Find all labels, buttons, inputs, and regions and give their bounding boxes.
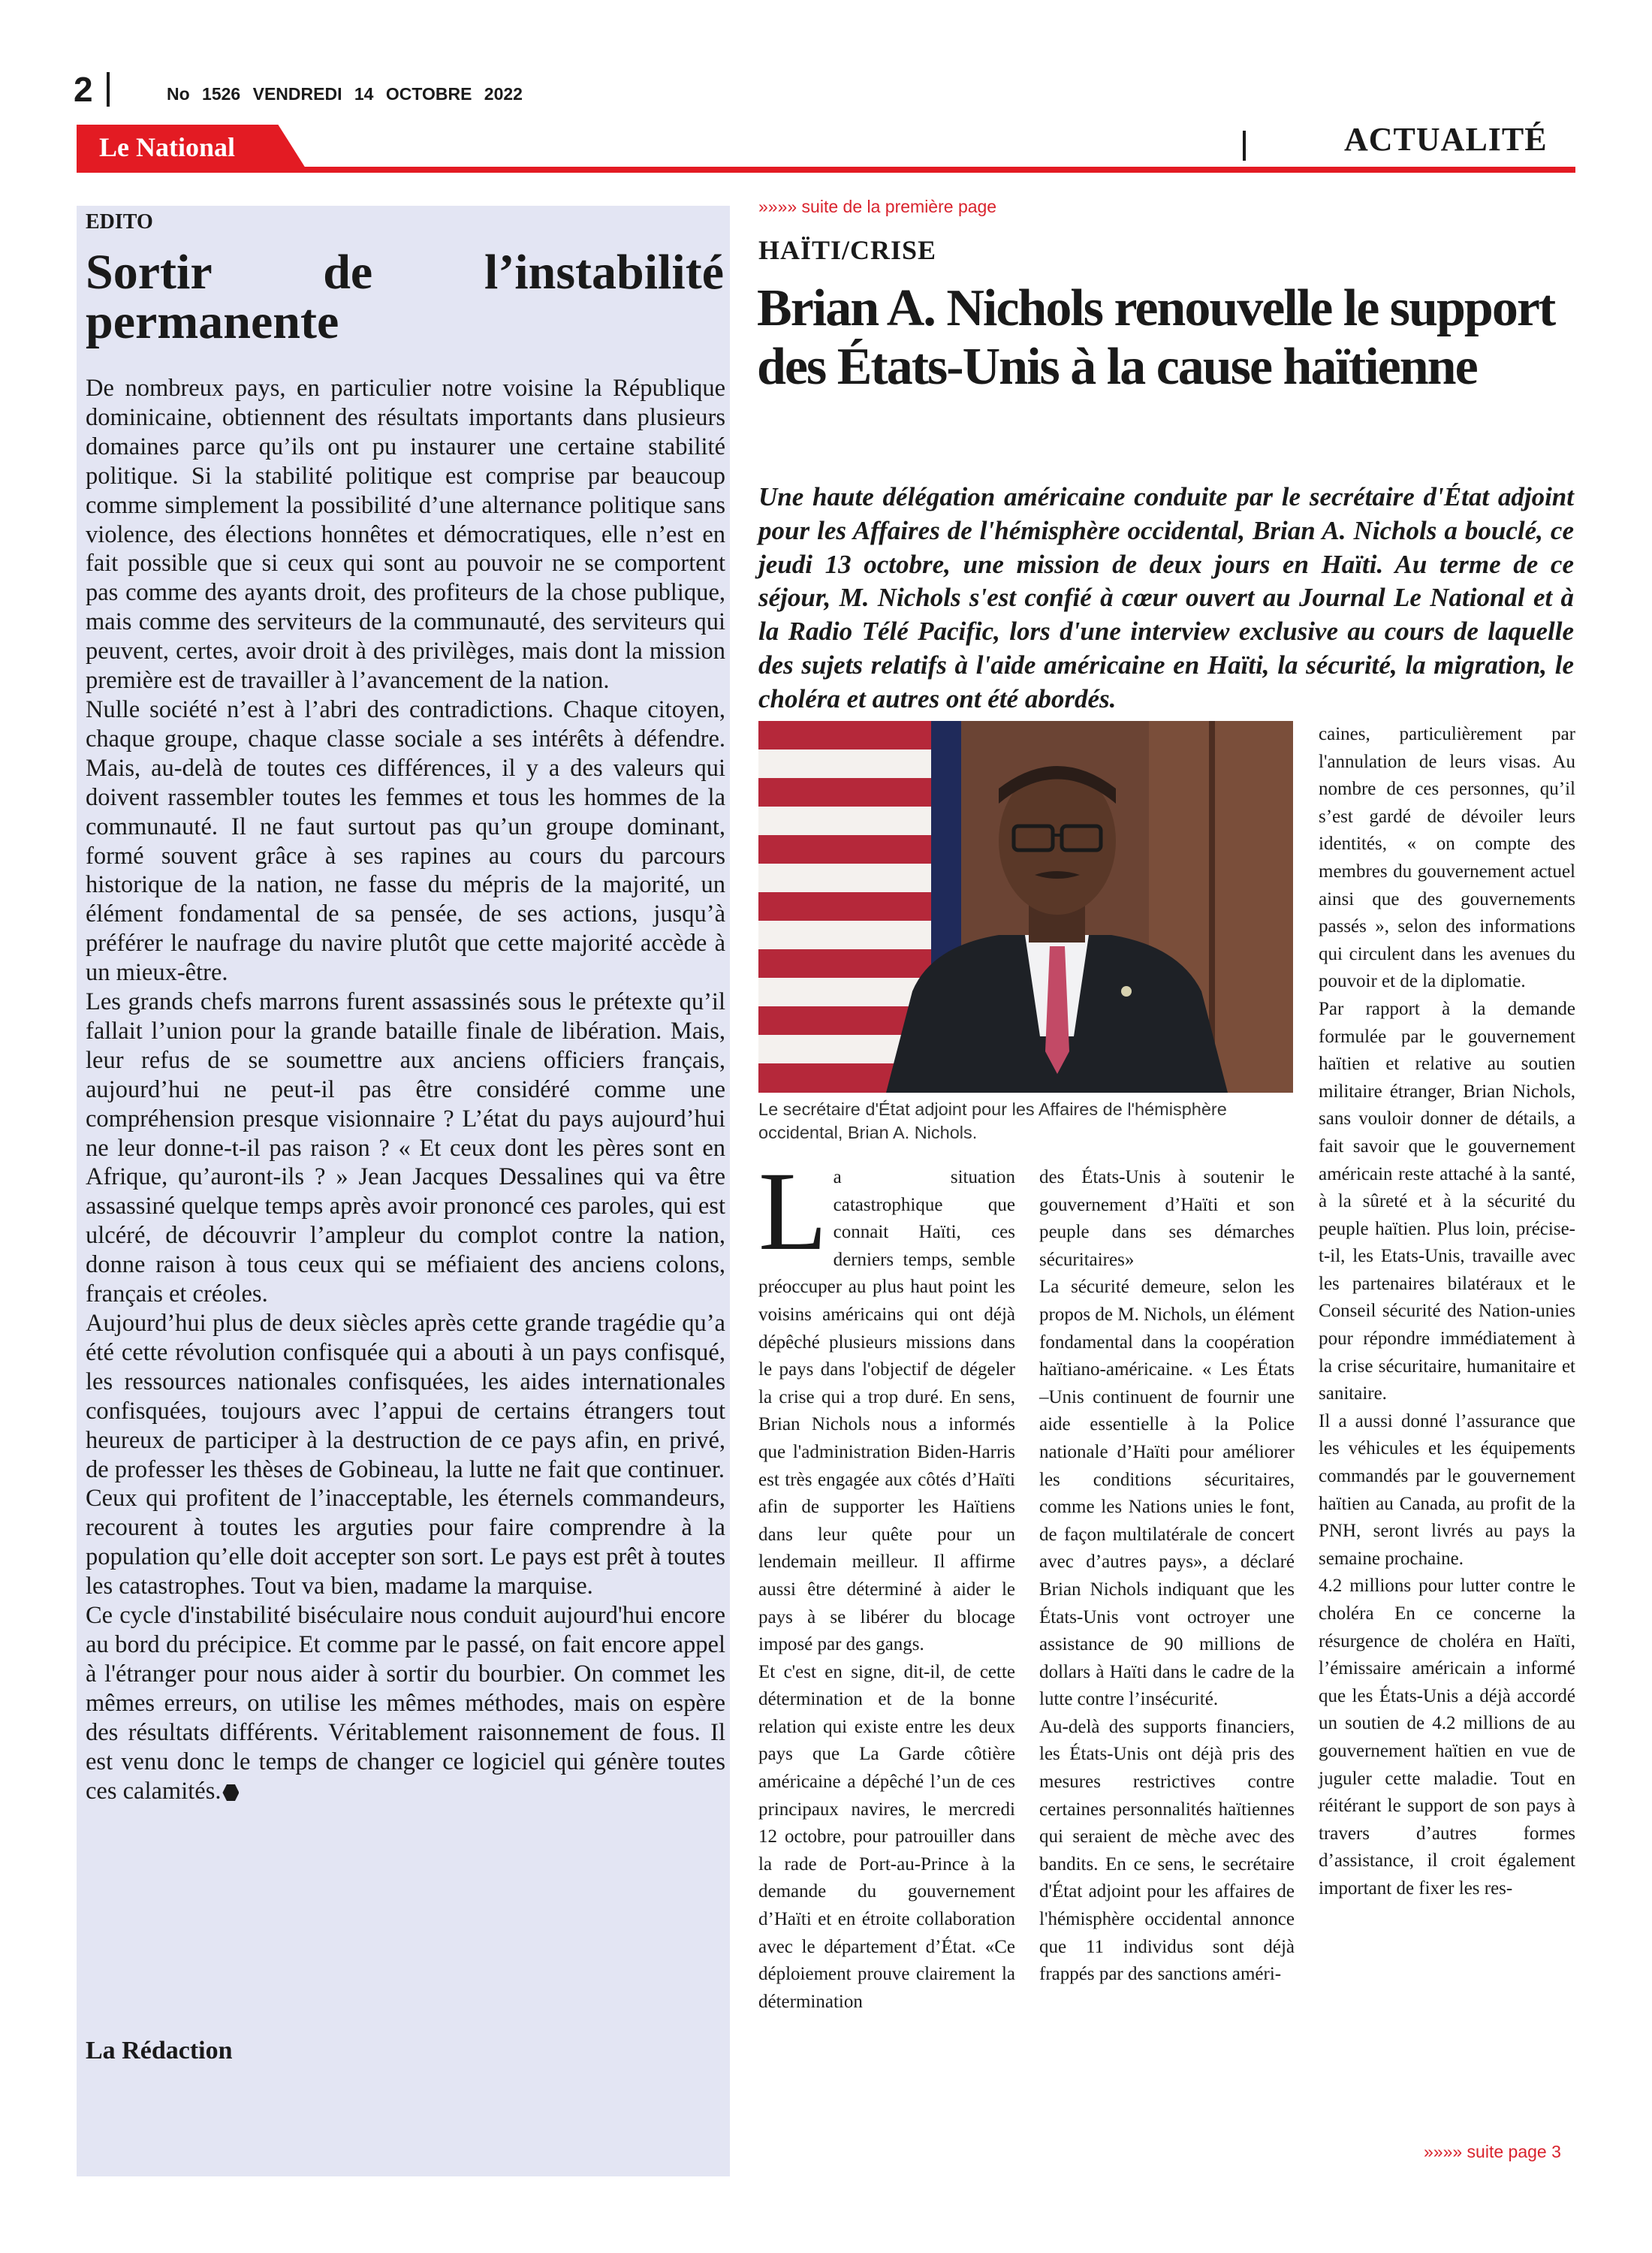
page-number-divider <box>107 72 110 107</box>
edito-signature: La Rédaction <box>86 2037 233 2064</box>
article-paragraph: Au-delà des supports financiers, les États-Unis ont déjà pris des mesures restrictives contre certaines personnalités haïtiennes qui seraient de mèche avec des bandits. En ce sens, le secrétaire d'État adjoint pour les affaires de l'hémisphère occidental annonce que 11 individus sont déjà frappés par des sanctions améri- <box>1039 1716 1295 1985</box>
edito-paragraph: Ceux qui profitent de l’inacceptable, les éternels commandeurs, recourent à toutes les arguties pour faire comprendre à la population qu’elle doit accepter son sort. Le pays est prêt à toutes les catastrophes. Tout va bien, madame la marquise. <box>86 1485 725 1600</box>
section-divider <box>1243 131 1246 161</box>
edito-paragraph-text: Ce cycle d'instabilité biséculaire nous conduit aujourd'hui encore au bord du précipice. Et comme par le passé, on fait encore appel à l'étranger pour nous aider à sortir du bourbier. On commet les mêmes erreurs, on utilise les mêmes méthodes, mais on espère des résultats différents. Véritablement raisonnement de fous. Il est venu donc le temps de changer ce logiciel qui génère toutes ces calamités. <box>86 1602 725 1805</box>
article-paragraph: La sécurité demeure, selon les propos de M. Nichols, un élément fondamental dans la coopération haïtiano-américaine. « Les États –Unis continuent de fournir une aide essentielle à la Police nationale d’Haïti pour améliorer les conditions sécuritaires, comme les Nations unies le font, de façon multilatérale de concert avec d’autres pays», a déclaré Brian Nichols indiquant que les États-Unis vont octroyer une assistance de 90 millions de dollars à Haïti dans le cadre de la lutte contre l’insécurité. <box>1039 1277 1295 1710</box>
article-column-2 <box>1039 1164 1295 1989</box>
article-paragraph-text: a situation catastrophique que connait Haïti, ces derniers temps, semble préoccuper au plus haut point les voisins américains qui ont déjà dépêché plusieurs missions dans le pays dans l'objectif de dégeler la crise qui a trop duré. En sens, Brian Nichols nous a informés que l'administration Biden-Harris est très engagée aux côtés d’Haïti afin de supporter les Haïtiens dans leur quête pour un lendemain meilleur. Il affirme aussi être déterminé à aider le pays à se libérer du blocage imposé par des gangs. <box>758 1167 1015 1655</box>
drop-cap: L <box>758 1149 828 1274</box>
article-photo <box>758 721 1293 1093</box>
article-paragraph: Par rapport à la demande formulée par le gouvernement haïtien et relative au soutien militaire étranger, Brian Nichols, sans vouloir donner de détails, a fait savoir que le gouvernement américain reste attaché à la santé, à la sûreté et à la sécurité du peuple haïtien. Plus loin, précise-t-il, les Etats-Unis, travaille avec les partenaires bilatéraux et le Conseil sécurité des Nation-unies pour répondre immédiatement à la crise sécuritaire, humanitaire et sanitaire. <box>1319 998 1575 1404</box>
page-number: 2 <box>74 70 93 109</box>
edito-title: Sortir de l’instabilité permanente <box>86 245 724 349</box>
edito-paragraph-last <box>86 1601 725 1805</box>
photo-illustration <box>758 721 1293 1093</box>
header-rule <box>77 167 1575 173</box>
article-column-1 <box>758 1149 1015 2016</box>
article-headline: Brian A. Nichols renouvelle le support des États-Unis à la cause haïtienne <box>757 279 1555 396</box>
photo-caption: Le secrétaire d'État adjoint pour les Affaires de l'hémisphère occidental, Brian A. Nichols. <box>758 1099 1227 1142</box>
edito-paragraph: Les grands chefs marrons furent assassinés sous le prétexte qu’il fallait l’union pour la grande bataille finale de libération. Mais, leur refus de se soumettre aux anciens officiers français, aujourd’hui ne peut-il pas être considéré comme une compréhension presque visionnaire ? L’état du pays aujourd’hui ne leur donne-t-il pas raison ? « Et ceux dont les pères sont en Afrique, qu’auront-ils ? » Jean Jacques Dessalines qui va être assassiné quelque temps après avoir prononcé ces paroles, qui est ulcéré, de découvrir l’ampleur du complot contre la nation, donne raison à tous ceux qui se méfiaient des anciens colons, français et créoles. <box>86 988 725 1308</box>
edito-paragraph: De nombreux pays, en particulier notre voisine la République dominicaine, obtiennent des résultats importants dans plusieurs domaines parce qu’ils ont pu instaurer une certaine stabilité politique. Si la stabilité politique est comprise par beaucoup comme simplement la possibilité d’une alternance politique sans violence, des élections honnêtes et démocratiques, elle n’est en fait possible que si ceux qui sont au pouvoir ne se comportent pas comme des ayants droit, des profiteurs de la chose publique, mais comme des serviteurs de la communauté, des serviteurs qui peuvent, certes, avoir droit à des privilèges, mais dont la mission première est de travailler à l’avancement de la nation. <box>86 375 725 695</box>
continued-from-link[interactable]: »»»» suite de la première page <box>758 197 997 216</box>
edito-body <box>86 374 725 1805</box>
article-paragraph: caines, particulièrement par l'annulation de leurs visas. Au nombre de ces personnes, qu’il s’est gardé de dévoiler leurs identités, « on compte des membres du gouvernement actuel ainsi que des gouvernements passés », selon des informations qui circulent dans les avenues du pouvoir et de la diplomatie. <box>1319 724 1575 992</box>
article-lead: Une haute délégation américaine conduite par le secrétaire d'État adjoint pour les Affaires de l'hémisphère occidental, Brian A. Nichols a bouclé, ce jeudi 13 octobre, une mission de deux jours en Haïti. Au terme de ce séjour, M. Nichols s'est confié à cœur ouvert au Journal Le National et à la Radio Télé Pacific, lors d'une interview exclusive au cours de laquelle des sujets relatifs à l'aide américaine en Haïti, la sécurité, la migration, le choléra et autres ont été abordés. <box>758 482 1574 713</box>
article-kicker: HAÏTI/CRISE <box>758 235 937 265</box>
issue-date-line: No 1526 VENDREDI 14 OCTOBRE 2022 <box>167 84 523 104</box>
article-paragraph: des États-Unis à soutenir le gouvernement d’Haïti et son peuple dans ses démarches sécuritaires» <box>1039 1167 1295 1270</box>
article-paragraph <box>758 1149 1015 1659</box>
edito-paragraph: Aujourd’hui plus de deux siècles après cette grande tragédie qu’a été cette révolution confisquée qui a abouti à un pays confisqué, les ressources nationales confisquées, les aides internationales confisquées, toujours avec l’appui de certains étrangers tout heureux de participer à la destruction de ce pays afin, en privé, de professer les thèses de Gobineau, la lutte ne fait que continuer. <box>86 1310 725 1483</box>
continued-to-link[interactable]: »»»» suite page 3 <box>1424 2142 1561 2161</box>
section-label: ACTUALITÉ <box>1344 121 1548 158</box>
article-paragraph: Et c'est en signe, dit-il, de cette détermination et de la bonne relation qui existe entre les deux pays que La Garde côtière américaine a dépêché l’un de ces principaux navires, le mercredi 12 octobre, pour patrouiller dans la rade de Port-au-Prince à la demande du gouvernement d’Haïti et en étroite collaboration avec le département d’État. «Ce déploiement prouve clairement la détermination <box>758 1661 1015 2012</box>
newspaper-brand: Le National <box>99 132 236 162</box>
article-column-3 <box>1319 721 1575 1903</box>
edito-kicker: EDITO <box>86 210 153 234</box>
article-paragraph: Il a aussi donné l’assurance que les véhicules et les équipements commandés par le gouvernement haïtien au Canada, au profit de la PNH, seront livrés au pays la semaine prochaine. <box>1319 1410 1575 1569</box>
end-of-article-icon <box>222 1784 239 1801</box>
article-paragraph: 4.2 millions pour lutter contre le choléra En ce concerne la résurgence de choléra en Haïti, l’émissaire américain a informé que les États-Unis a déjà accordé un soutien de 4.2 millions de au gouvernement haïtien en vue de juguler cette maladie. Tout en réitérant le support de son pays à travers d’autres formes d’assistance, il croit également important de fixer les res- <box>1319 1576 1575 1899</box>
edito-paragraph: Nulle société n’est à l’abri des contradictions. Chaque citoyen, chaque groupe, chaque classe sociale a ses intérêts à défendre. Mais, au-delà de toutes ces différences, il y a des valeurs qui doivent rassembler toutes les femmes et tous les hommes de la communauté. Il ne faut surtout pas qu’un groupe dominant, formé souvent grâce à ses rapines au cours du parcours historique de la nation, ne fasse du mépris de la majorité, un élément fondamental de sa pensée, de ses actions, jusqu’à préférer le naufrage du navire plutôt que cette majorité accède à un mieux-être. <box>86 695 725 987</box>
